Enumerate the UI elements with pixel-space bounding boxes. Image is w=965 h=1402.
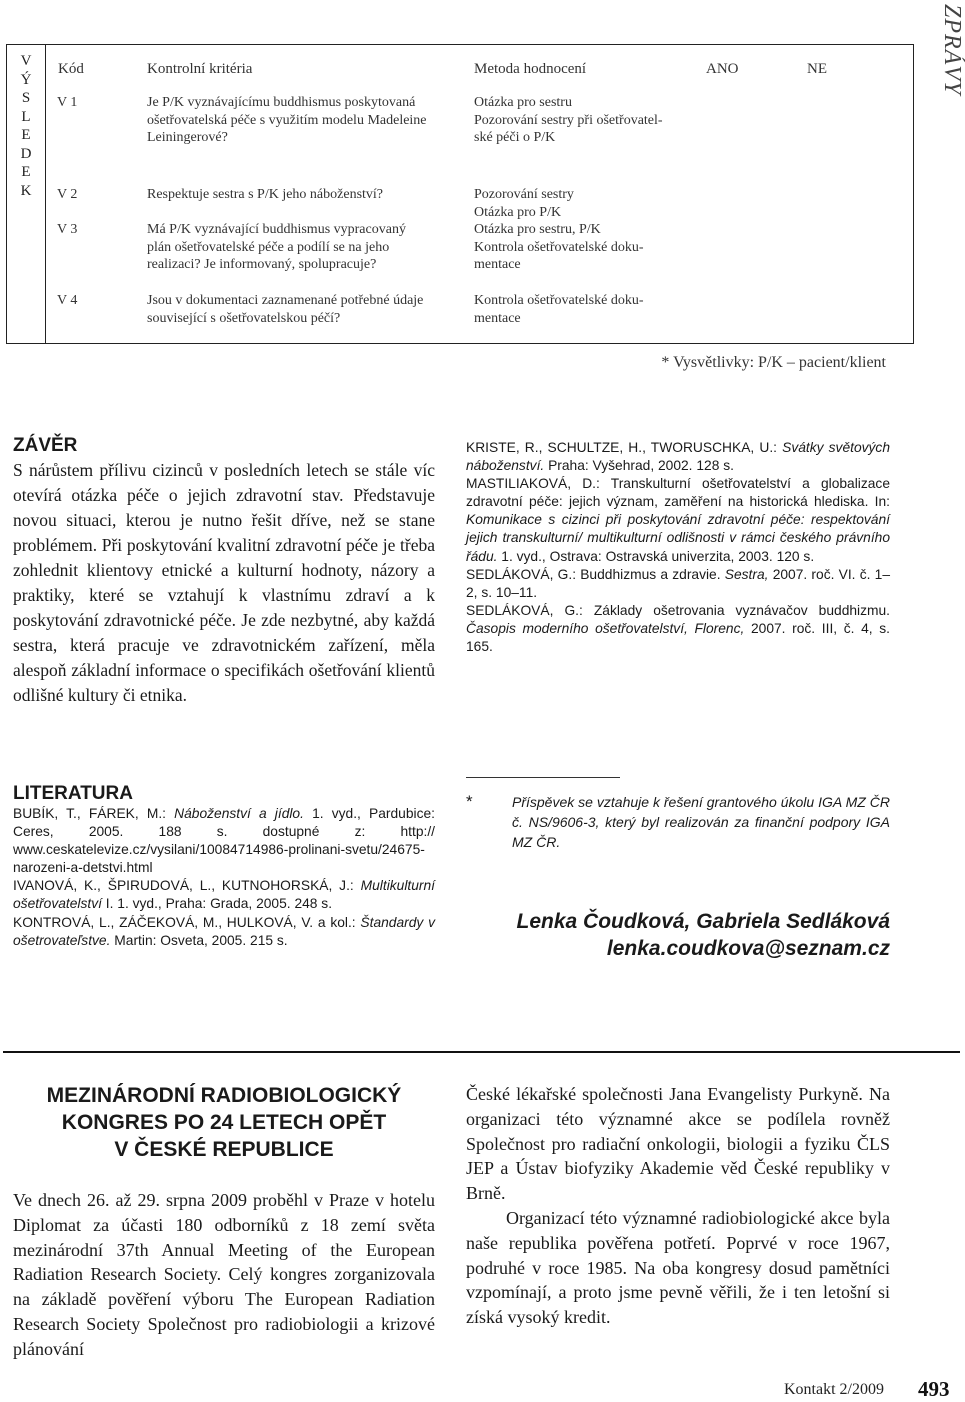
reference-item: KONTROVÁ, L., ZÁČEKOVÁ, M., HULKOVÁ, V. a kol.: Štandardy v ošetrovateľstve. Martin: Osveta, 2005. 215 s. (13, 914, 435, 948)
footnote-separator (466, 777, 620, 778)
section-divider (3, 1051, 960, 1053)
table-row-criteria: Respektuje sestra s P/K jeho náboženství? (147, 187, 384, 202)
article-paragraph: Organizací této významné radiobiologické akce byla naše republika pověřena potřetí. Poprvé v roce 1967, podruhé v roce 1985. Na oba kongresy dosud pamětníci vzpomínají, a proto jsme pevně věřili, že i ten letošní si získá vysoký kredit. (466, 1207, 890, 1328)
article-text-left: Ve dnech 26. až 29. srpna 2009 proběhl v Praze v hotelu Diplomat za účasti 180 odborníků z 18 zemí světa mezinárodní 37th Annual Meeting of the European Radiation Research Society. Celý kongres zorganizovala na základě pověření výboru The European Radiation Research Society Společnost pro radiobiologii a krizové plánování (13, 1190, 435, 1359)
reference-list (13, 805, 435, 950)
table-row-method: Pozorování sestry Otázka pro P/K (474, 187, 574, 220)
header-code: Kód (58, 61, 84, 77)
author-names: Lenka Čoudková, Gabriela Sedláková (516, 910, 890, 933)
criteria-table (6, 44, 914, 344)
article-paragraph: České lékařské společnosti Jana Evangelisty Purkyně. Na organizaci této významné akce se podílela rovněž Společnost pro radiační onkologii, biologii a fyziku ČLS JEP a Ústav biofyziky Akademie věd České republiky v Brně. (466, 1084, 890, 1204)
table-note: * Vysvětlivky: P/K – pacient/klient (661, 354, 886, 371)
header-method: Metoda hodnocení (474, 61, 587, 77)
table-row-method: Kontrola ošetřovatelské doku- mentace (474, 293, 644, 326)
footnote-text: Příspěvek se vztahuje k řešení grantového úkolu IGA MZ ČR č. NS/9606-3, který byl realizován za finanční podpory IGA MZ ČR. (512, 794, 890, 850)
page-number: 493 (918, 1377, 950, 1401)
reference-item: BUBÍK, T., FÁREK, M.: Náboženství a jídlo. 1. vyd., Pardubice: Ceres, 2005. 188 s. dostupné z: http:// www.ceskatelevize.cz/vysilani/10084714986-prolinani-svetu/24675-narozeni-a-detstvi.html (13, 806, 435, 876)
reference-item: KRISTE, R., SCHULTZE, H., TWORUSCHKA, U.: Svátky světových náboženství. Praha: Vyšehrad, 2002. 128 s. (466, 440, 890, 474)
conclusion-heading: ZÁVĚR (13, 435, 78, 456)
reference-item: SEDLÁKOVÁ, G.: Buddhizmus a zdravie. Sestra, 2007. roč. VI. č. 1–2, s. 10–11. (466, 566, 890, 600)
authors-block (466, 908, 890, 962)
literature-heading: LITERATURA (13, 783, 133, 804)
table-row-criteria: Jsou v dokumentaci zaznamenané potřebné údaje související s ošetřovatelskou péčí? (147, 293, 424, 326)
literature-section (13, 783, 435, 950)
footnote-mark: * (466, 792, 473, 811)
table-row-code: V 2 (57, 187, 78, 202)
table-side-letters: V Ý S L E D E K (20, 53, 32, 199)
header-criteria: Kontrolní kritéria (147, 61, 253, 77)
table-row-criteria: Má P/K vyznávající buddhismus vypracovaný plán ošetřovatelské péče a podílí se na jeho realizaci? Je informovaný, spolupracuje? (147, 222, 406, 272)
table-row-code: V 3 (57, 222, 78, 237)
table-row-code: V 1 (57, 95, 78, 110)
reference-list-continued (466, 439, 890, 656)
reference-item: IVANOVÁ, K., ŠPIRUDOVÁ, L., KUTNOHORSKÁ, J.: Multikulturní ošetřovatelství I. 1. vyd., Praha: Grada, 2005. 248 s. (13, 878, 435, 912)
reference-item: SEDLÁKOVÁ, G.: Základy ošetrovania vyznávačov buddhizmu. Časopis moderního ošetřovatelství, Florenc, 2007. roč. III, č. 4, s. 165. (466, 602, 890, 655)
header-yes: ANO (706, 61, 739, 77)
header-no: NE (807, 61, 827, 77)
table-row-criteria: Je P/K vyznávajícímu buddhismus poskytovaná ošetřovatelská péče s využitím modelu Madeleine Leiningerové? (147, 95, 427, 145)
table-row-method: Otázka pro sestru Pozorování sestry při ošetřovatel- ské péči o P/K (474, 95, 663, 145)
section-label: ZPRÁVY (939, 4, 965, 96)
conclusion-section (13, 433, 435, 708)
conclusion-text: S nárůstem přílivu cizinců v posledních letech se stále víc otevírá otázka péče o jejich zdravotní stav. Představuje novou situaci, kterou je nutno řešit dříve, než se stane problémem. Při poskytování kvalitní zdravotní péče je třeba zohlednit klientovy etnické a kulturní hodnoty, názory a praktiky, které se vztahují k vlastnímu zdraví a k poskytování zdravotnické péče. Je zde nezbytné, aby každá sestra, která pracuje ve zdravotnickém zařízení, měla alespoň základní informace o specifikách ošetřování klientů odlišné kultury či etnika. (13, 460, 435, 705)
article-text-right (466, 1082, 890, 1330)
journal-issue: Kontakt 2/2009 (784, 1381, 884, 1398)
table-row-code: V 4 (57, 293, 78, 308)
article-title: MEZINÁRODNÍ RADIOBIOLOGICKÝ KONGRES PO 24 LETECH OPĚT V ČESKÉ REPUBLICE (46, 1084, 402, 1161)
reference-item: MASTILIAKOVÁ, D.: Transkulturní ošetřovatelství a globalizace zdravotní péče: jejich význam, zaměření na historická hlediska. In: Komunikace s cizinci při poskytování zdravotní péče: respektování jejich transkulturní/ multikulturní odlišnosti v rámci českého právního řádu. 1. vyd., Ostrava: Ostravská univerzita, 2003. 120 s. (466, 476, 890, 564)
author-email: lenka.coudkova@seznam.cz (606, 937, 890, 960)
table-row-method: Otázka pro sestru, P/K Kontrola ošetřovatelské doku- mentace (474, 222, 644, 272)
